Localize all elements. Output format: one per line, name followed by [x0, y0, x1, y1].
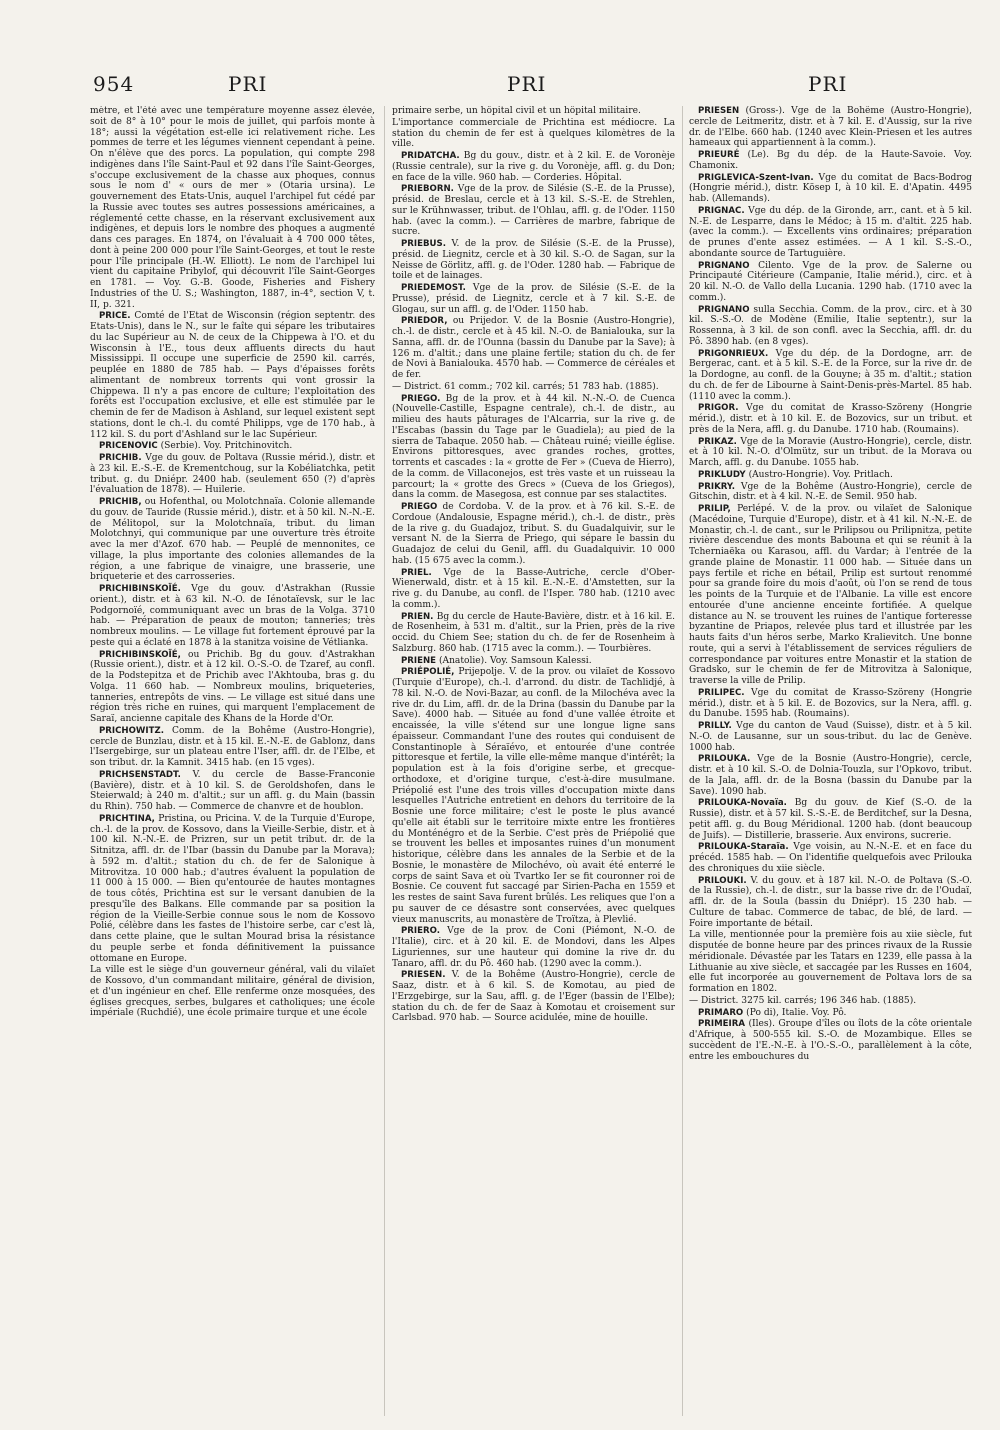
text-column-2: [392, 106, 675, 1418]
dictionary-entry: [392, 970, 675, 1024]
entry-text: (Po di), Italie. Voy. Pô.: [746, 1007, 847, 1018]
dictionary-entry: [689, 403, 972, 435]
dictionary-entry: [689, 996, 972, 1007]
entry-text: Bg du gouv. de Kief (S.-O. de la Russie), distr. et à 57 kil. S.-S.-E. de Berditchef, sur la Desna, petit affl. g. du Boug Méridional. 1200 hab. (dont beaucoup de Juifs). — Distillerie, brasserie. Aux environs, sucrerie.: [689, 798, 972, 841]
running-head-left: PRI: [228, 72, 268, 96]
entry-text: Pristina, ou Pricina. V. de la Turquie d'Europe, ch.-l. de la prov. de Kossovo, dans la Vieille-Serbie, distr. et à 100 kil. N.-N.-E. de Prizren, sur un petit tribut. dr. de la Sitnitza, affl. dr. de l'Ibar (bassin du Danube par la Morava); à 592 m. d'altit.; station du ch. de fer de Salonique à Mitrovitza. 10 000 hab.; d'autres évaluent la population de 11 000 à 15 000. — Bien qu'entourée de hautes montagnes de tous côtés, Prichtina est sur le versant danubien de la presqu'île des Balkans. Elle commande par sa position la région de la Vieille-Serbie connue sous le nom de Kossovo Polié, célèbre dans les fastes de l'histoire serbe, car c'est là, dans cette plaine, que le sultan Mourad brisa la résistance du peuple serbe et fonda définitivement la puissance ottomane en Europe.: [90, 813, 375, 964]
running-head-right: PRI: [808, 72, 848, 96]
entry-text: V. du cercle de Basse-Franconie (Bavière), distr. et à 10 kil. S. de Geroldshofen, dans le Steierwald; à 240 m. d'altit.; sur un affl. g. du Main (bassin du Rhin). 750 hab. — Commerce de chanvre et de houblon.: [90, 769, 375, 812]
entry-headword: PRICHOWITZ.: [99, 725, 164, 736]
dictionary-entry: [689, 688, 972, 720]
dictionary-entry: [90, 311, 375, 440]
entry-headword: PRIEGO: [401, 502, 438, 512]
entry-text: V. de la prov. de Silésie (S.-E. de la Prusse), présid. de Liegnitz, cercle et à 30 kil. S.-O. de Sagan, sur la Neisse de Görlitz, affl. g. de l'Oder. 1280 hab. — Fabrique de toile et de lainages.: [392, 239, 675, 282]
entry-text: La ville est le siège d'un gouverneur général, vali du vilaïet de Kossovo, d'un commandant militaire, général de division, et d'un ingénieur en chef. Elle renferme onze mosquées, des églises grecques, serbes, bulgares et catholiques; une école impériale (Ruchdié), une école primaire turque et une école: [90, 965, 375, 1019]
dictionary-entry: [689, 798, 972, 841]
entry-text: de Cordoba. V. de la prov. et à 76 kil. S.-E. de Cordoue (Andalousie, Espagne mérid.), ch.-l. de distr., près de la rive g. du Guadajoz, tribut. S. du Guadalquivir, sur le versant N. de la Sierra de Priego, qui sépare le bassin du Guadajoz de celui du Genil, affl. du Guadalquivir. 10 000 hab. (15 675 avec la comm.).: [392, 502, 675, 566]
entry-text: (Anatolie). Voy. Samsoun Kalessi.: [438, 655, 592, 666]
entry-text: (Austro-Hongrie). Voy. Pritlach.: [748, 469, 893, 480]
entry-headword: PRILOUKI.: [698, 875, 747, 886]
entry-headword: PRICE.: [99, 311, 131, 322]
entry-headword: PRIEBUS.: [401, 239, 446, 249]
entry-text: Vge de la prov. de Coni (Piémont, N.-O. de l'Italie), circ. et à 20 kil. E. de Mondovi, dans les Alpes Liguriennes, sur une hauteur qui domine la rive dr. du Tanaro, affl. dr. du Pô. 460 hab. (1290 avec la comm.).: [392, 926, 675, 969]
column-divider: [384, 106, 385, 1416]
entry-headword: PRIDATCHA.: [401, 151, 460, 161]
entry-text: V. du gouv. et à 187 kil. N.-O. de Poltava (S.-O. de la Russie), ch.-l. de distr., sur la basse rive dr. de l'Oudaï, affl. dr. de la Soula (bassin du Dniépr). 15 230 hab. — Culture de tabac. Commerce de tabac, de blé, de lard. — Foire importante de bétail.: [689, 875, 972, 929]
dictionary-entry: [689, 261, 972, 304]
entry-headword: PRILIP,: [698, 504, 731, 514]
dictionary-entry: [90, 584, 375, 649]
entry-text: Vge de la prov. de Silésie (S.-E. de la Prusse), présid. de Breslau, cercle et à 13 kil. S.-S.-E. de Strehlen, sur le Krühnwasser, tribut. de l'Ohlau, affl. g. de l'Oder. 1150 hab. (avec la comm.). — Carrières de marbre, fabrique de sucre.: [392, 184, 675, 238]
entry-text: Vge du canton de Vaud (Suisse), distr. et à 5 kil. N.-O. de Lausanne, sur un sous-tribut. du lac de Genève. 1000 hab.: [689, 721, 972, 753]
entry-text: Vge de la prov. de Silésie (S.-E. de la Prusse), présid. de Liegnitz, cercle et à 7 kil. S.-E. de Glogau, sur un affl. g. de l'Oder. 1150 hab.: [392, 283, 675, 315]
entry-text: Cilento. Vge de la prov. de Salerne ou Principauté Citérieure (Campanie, Italie mérid.), circ. et à 20 kil. N.-O. de Vallo della Lucania. 1290 hab. (1710 avec la comm.).: [689, 260, 972, 303]
dictionary-entry: [689, 504, 972, 687]
entry-text: (Le). Bg du dép. de la Haute-Savoie. Voy. Chamonix.: [689, 150, 972, 171]
entry-headword: PRIERO.: [401, 926, 440, 937]
entry-headword: PRIGOR.: [698, 403, 739, 414]
dictionary-entry: [689, 206, 972, 260]
dictionary-entry: [689, 106, 972, 149]
dictionary-entry: [90, 441, 375, 452]
entry-headword: PRIEGO.: [401, 393, 441, 404]
dictionary-entry: [392, 239, 675, 282]
entry-headword: PRICHIB,: [99, 497, 142, 507]
dictionary-entry: [392, 118, 675, 150]
dictionary-entry: [689, 437, 972, 469]
entry-headword: PRICHIBINSKOÏÉ.: [99, 584, 181, 594]
entry-text: Vge du dép. de la Dordogne, arr. de Bergerac, cant. et à 5 kil. S.-E. de la Force, sur la rive dr. de la Dordogne, au confl. de la Gouyne; à 35 m. d'altit.; station du ch. de fer de Libourne à Saint-Denis-près-Martel. 85 hab. (1110 avec la comm.).: [689, 348, 972, 402]
entry-headword: PRIESEN.: [401, 970, 446, 981]
entry-text: (Serbie). Voy. Pritchinovitch.: [160, 441, 293, 452]
dictionary-entry: [392, 926, 675, 969]
dictionary-entry: [392, 667, 675, 925]
entry-text: Perlépé. V. de la prov. ou vilaïet de Salonique (Macédoine, Turquie d'Europe), distr. et à 41 kil. N.-N.-E. de Monastir, ch.-l. de cant., sur le Prilipsou ou Prilipnitza, petite rivière descendue des monts Babouna et qui se réunit à la Tcherniaëka ou Karasou, affl. du Vardar; à l'entrée de la grande plaine de Monastir. 11 000 hab. — Située dans un pays fertile et riche en bétail, Prilip est surtout renommé pour sa grande foire du mois d'août, où l'on se rend de tous les points de la Turquie et de l'Albanie. La ville est encore entourée d'une ancienne enceinte fortifiée. A quelque distance au N. se trouvent les ruines de l'antique forteresse byzantine de Priapos, relevée plus tard et illustrée par les hauts faits d'un héros serbe, Marko Kralievitch. Une bonne route, qui a servi à l'établissement de services réguliers de correspondance par voitures entre Monastir et la station de Gradsko, sur le chemin de fer de Mitrovitza à Salonique, traverse la ville de Prilip.: [689, 504, 972, 686]
entry-text: Vge du dép. de la Gironde, arr., cant. et à 5 kil. N.-E. de Lesparre, dans le Médoc; à 15 m. d'altit. 225 hab. (avec la comm.). — Excellents vins ordinaires; préparation de prunes d'ente assez estimées. — A 1 kil. S.-S.-O., abondante source de Tartuguière.: [689, 205, 972, 259]
dictionary-entry: [392, 283, 675, 315]
dictionary-entry: [689, 876, 972, 930]
entry-headword: PRIMARO: [698, 1007, 744, 1018]
entry-headword: PRIÉPOLIÉ,: [401, 667, 455, 678]
entry-headword: PRIKRY.: [698, 481, 735, 492]
dictionary-entry: [689, 1008, 972, 1019]
entry-text: Bg du gouv., distr. et à 2 kil. E. de Voronèje (Russie centrale), sur la rive g. du Voronèje, affl. g. du Don; en face de la ville. 960 hab. — Corderies. Hôpital.: [392, 151, 675, 183]
entry-headword: PRIGLEVICA-Szent-Ivan.: [698, 172, 814, 183]
dictionary-entry: [689, 150, 972, 172]
entry-headword: PRIESEN: [698, 106, 740, 116]
entry-headword: PRIGNANO: [698, 260, 750, 271]
entry-headword: PRIENE: [401, 655, 437, 666]
entry-text: Comm. de la Bohême (Austro-Hongrie), cercle de Bunzlau, distr. et à 15 kil. E.-N.-E. de Gablonz, dans l'Isergebirge, sur un plateau entre l'Iser, affl. dr. de l'Elbe, et son tribut. dr. la Kamnit. 3415 hab. (en 15 vges).: [90, 725, 375, 768]
dictionary-entry: [689, 842, 972, 874]
entry-text: V. de la Bohême (Austro-Hongrie), cercle de Saaz, distr. et à 6 kil. S. de Komotau, au pied de l'Erzgebirge, sur la Sau, affl. g. de l'Eger (bassin de l'Elbe); station du ch. de fer de Saaz à Komotau et croisement sur Carlsbad. 970 hab. — Source acidulée, mine de houille.: [392, 970, 675, 1024]
dictionary-entry: [392, 151, 675, 183]
entry-headword: PRIGNAC.: [698, 205, 745, 216]
entry-text: Vge du gouv. d'Astrakhan (Russie orient.), distr. et à 63 kil. N.-O. de Iénotaïevsk, sur le lac Podgornoïé, communiquant avec un bras de la Volga. 3710 hab. — Préparation de peaux de mouton; tanneries; très nombreux moulins. — Le village fut fortement éprouvé par la peste qui a éclaté en 1878 à la stanitza voisine de Vétlianka.: [90, 584, 375, 648]
dictionary-entry: [392, 656, 675, 667]
dictionary-entry: [392, 502, 675, 567]
dictionary-entry: [689, 930, 972, 995]
entry-headword: PRIKAZ.: [698, 436, 737, 447]
entry-text: Bg de la prov. et à 44 kil. N.-N.-O. de Cuenca (Nouvelle-Castille, Espagne centrale), ch.-l. de distr., au milieu des hauts pâturages de l'Alcarria, sur la rive g. de l'Escabas (bassin du Tage par le Guadiela); au pied de la sierra de Tabaque. 2050 hab. — Château ruiné; vieille église. Environs pittoresques, avec grandes roches, grottes, torrents et cascades : la « grotte de Fer » (Cueva de Hierro), de la comm. de Villaconejos, est très vaste et un ruisseau la parcourt; la « grotte des Grecs » (Cueva de los Griegos), dans la comm. de Masegosa, est connue par ses stalactites.: [392, 393, 675, 501]
entry-headword: PRILLY.: [698, 721, 732, 731]
dictionary-entry: [689, 349, 972, 403]
dictionary-entry: [392, 316, 675, 381]
dictionary-entry: [392, 382, 675, 393]
dictionary-entry: [90, 106, 375, 310]
entry-headword: PRICHIBINSKOÏÉ,: [99, 649, 181, 660]
entry-text: L'importance commerciale de Prichtina est médiocre. La station du chemin de fer est à quelques kilomètres de la ville.: [392, 117, 675, 150]
entry-text: La ville, mentionnée pour la première fois au xiie siècle, fut disputée de bonne heure par des princes rivaux de la Russie méridionale. Dévastée par les Tatars en 1239, elle passa à la Lithuanie au xive siècle, et saccagée par les Russes en 1604, elle fut incorporée au gouvernement de Poltava lors de sa formation en 1802.: [689, 930, 972, 994]
entry-text: ou Prichib. Bg du gouv. d'Astrakhan (Russie orient.), distr. et à 12 kil. O.-S.-O. de Tzaref, au confl. de la Podstepitza et de Prichib avec l'Akhtouba, bras g. du Volga. 11 660 hab. — Nombreux moulins, briqueteries, tanneries, entrepôts de vins. — Le village est situé dans une région très riche en ruines, qui marquent l'emplacement de Saraï, ancienne capitale des Khans de la Horde d'Or.: [90, 649, 375, 724]
entry-headword: PRICHIB.: [99, 453, 142, 463]
entry-headword: PRIKLUDY: [698, 469, 746, 480]
dictionary-entry: [689, 305, 972, 348]
entry-text: (Iles). Groupe d'îles ou îlots de la côte orientale d'Afrique, à 500-555 kil. S.-O. de Mozambique. Elles se succèdent de l'E.-N.-E. à l'O.-S.-O., parallèlement à la côte, entre les embouchures du: [689, 1019, 972, 1062]
entry-text: primaire serbe, un hôpital civil et un hôpital militaire.: [392, 106, 641, 116]
entry-text: Vge du gouv. de Poltava (Russie mérid.), distr. et à 23 kil. E.-S.-E. de Krementchoug, sur la Kobéliatchka, petit tribut. g. du Dniépr. 2400 hab. (seulement 650 (?) d'après l'évaluation de 1878). — Huilerie.: [90, 453, 375, 496]
entry-text: Vge de la Moravie (Austro-Hongrie), cercle, distr. et à 10 kil. N.-O. d'Olmütz, sur un tribut. de la Morava ou March, affl. g. du Danube. 1055 hab.: [689, 436, 972, 468]
entry-text: Vge du comitat de Bacs-Bodrog (Hongrie mérid.), distr. Kösep I, à 10 kil. E. d'Apatin. 4495 hab. (Allemands).: [689, 172, 972, 204]
entry-headword: PRIGONRIEUX.: [698, 348, 769, 359]
dictionary-entry: [689, 754, 972, 797]
entry-text: Vge de la Basse-Autriche, cercle d'Ober-Wienerwald, distr. et à 15 kil. E.-N.-E. d'Amstetten, sur la rive g. du Danube, au confl. de l'Isper. 780 hab. (1210 avec la comm.).: [392, 567, 675, 610]
dictionary-entry: [689, 173, 972, 205]
dictionary-entry: [392, 612, 675, 655]
entry-text: Vge du comitat de Krasso-Szöreny (Hongrie mérid.), distr. et à 5 kil. E. de Bozovics, sur la Nera, affl. g. du Danube. 1595 hab. (Roumains).: [689, 687, 972, 720]
entry-headword: PRIEN.: [401, 611, 434, 622]
dictionary-entry: [689, 482, 972, 504]
entry-headword: PRILOUKA-Novaïa.: [698, 798, 787, 809]
dictionary-entry: [90, 965, 375, 1019]
dictionary-entry: [90, 770, 375, 813]
entry-headword: PRIEURÉ: [698, 150, 740, 160]
entry-headword: PRILOUKA.: [698, 754, 751, 765]
entry-text: ou Hofenthal, ou Molotchnaïa. Colonie allemande du gouv. de Tauride (Russie mérid.), distr. et à 50 kil. N.-N.-E. de Mélitopol, sur la Molotchnaïa, tribut. du liman Molotchnyi, qui communique par une ouverture très étroite avec la mer d'Azof. 670 hab. — Peuplé de mennonites, ce village, la plus importante des colonies allemandes de la région, a une fabrique de vinaigre, une brasserie, une briqueterie et des carrosseries.: [90, 497, 375, 583]
dictionary-entry: [90, 814, 375, 965]
entry-headword: PRILOUKA-Staraïa.: [698, 842, 789, 853]
dictionary-entry: [689, 1019, 972, 1062]
entry-headword: PRIGNANO: [698, 304, 750, 315]
entry-text: Bg du cercle de Haute-Bavière, distr. et à 16 kil. E. de Rosenheim, à 531 m. d'altit., sur la Prien, près de la rive occid. du Chiem See; station du ch. de fer de Rosenheim à Salzburg. 860 hab. (1715 avec la comm.). — Tourbières.: [392, 611, 675, 654]
text-column-1: [90, 106, 375, 1418]
entry-headword: PRIMEIRA: [698, 1019, 746, 1030]
dictionary-entry: [90, 650, 375, 725]
entry-text: Comté de l'Etat de Wisconsin (région septentr. des Etats-Unis), dans le N., sur le faîte qui sépare les tributaires du lac Supérieur au N. de ceux de la Chippewa à l'O. et du Wisconsin à l'E., tous deux affluents directs du haut Mississippi. Il occupe une superficie de 2590 kil. carrés, peuplée en 1880 de 785 hab. — Pays d'épaisses forêts alimentant de nombreux torrents qui vont grossir la Chippewa. Il n'y a pas encore de culture; l'exploitation des forêts est l'occupation exclusive, et elle est stimulée par le chemin de fer de Madison à Ashland, sur lequel existent sept stations, dont le ch.-l. du comté Philipps, vge de 170 hab., à 112 kil. S. du port d'Ashland sur le lac Supérieur.: [90, 311, 375, 440]
entry-headword: PRIEL.: [401, 567, 432, 578]
dictionary-entry: [392, 184, 675, 238]
dictionary-entry: [90, 497, 375, 583]
entry-headword: PRIEDEMOST.: [401, 283, 466, 293]
dictionary-entry: [392, 106, 675, 117]
entry-text: Vge voisin, au N.-N.-E. et en face du précéd. 1585 hab. — On l'identifie quelquefois avec Prilouka des chroniques du xiie siècle.: [689, 842, 972, 874]
dictionary-entry: [392, 394, 675, 502]
entry-text: Vge de la Bosnie (Austro-Hongrie), cercle, distr. et à 10 kil. S.-O. de Dolnia-Touzla, sur l'Opkovo, tribut. de la Jala, affl. dr. de la Bosna (bassin du Danube par la Save). 1090 hab.: [689, 754, 972, 797]
entry-text: — District. 61 comm.; 702 kil. carrés; 51 783 hab. (1885).: [392, 381, 659, 392]
entry-text: mètre, et l'été avec une température moyenne assez élevée, soit de 8° à 10° pour le mois de juillet, qui parfois monte à 18°; aussi la végétation est-elle ici relativement riche. Les pommes de terre et les légumes viennent cependant à peine. On n'élève que des porcs. La population, qui compte 298 indigènes dans l'île Saint-Paul et 92 dans l'île Saint-Georges, s'occupe exclusivement de la chasse aux phoques, connus sous le nom d' « ours de mer » (Otaria ursina). Le gouvernement des Etats-Unis, auquel l'archipel fut cédé par la Russie avec toutes ses autres possessions américaines, a réglementé cette chasse, en la réservant exclusivement aux indigènes, et depuis lors le nombre des phoques a augmenté dans ces parages. En 1874, on l'évaluait à 4 700 000 têtes, dont à peine 200 000 pour l'île Saint-Georges, et tout le reste pour l'île principale (H.-W. Elliott). Le nom de l'archipel lui vient du capitaine Pribylof, qui découvrit l'île Saint-Georges en 1781. — Voy. G.-B. Goode, Fisheries and Fishery Industries of the U. S.; Washington, 1887, in-4°, section V, t. II, p. 321.: [90, 106, 375, 310]
text-column-3: [689, 106, 972, 1418]
entry-headword: PRIEDOR,: [401, 316, 448, 327]
entry-text: — District. 3275 kil. carrés; 196 346 hab. (1885).: [689, 995, 917, 1006]
dictionary-entry: [90, 726, 375, 769]
entry-headword: PRICENOVIC: [99, 441, 158, 452]
entry-text: (Gross-). Vge de la Bohême (Austro-Hongrie), cercle de Leitmeritz, distr. et à 7 kil. E. d'Aussig, sur la rive dr. de l'Elbe. 660 hab. (1240 avec Klein-Priesen et les autres hameaux qui appartiennent à la comm.).: [689, 106, 972, 149]
entry-headword: PRIEBORN.: [401, 184, 454, 195]
entry-headword: PRILIPEC.: [698, 687, 745, 698]
entry-text: Vge de la Bohême (Austro-Hongrie), cercle de Gitschin, distr. et à 4 kil. N.-E. de Semil. 950 hab.: [689, 481, 972, 503]
entry-text: Prijepolje. V. de la prov. ou vilaïet de Kossovo (Turquie d'Europe), ch.-l. d'arrond. du distr. de Tachlidjé, à 78 kil. N.-O. de Novi-Bazar, au confl. de la Milochéva avec la rive dr. du Lim, affl. dr. de la Drina (bassin du Danube par la Save). 4000 hab. — Située au fond d'une vallée étroite et encaissée, la ville s'étend sur une longue ligne sans épaisseur. Commandant l'une des routes qui conduisent de Constantinople à Séraïévo, et entourée d'une contrée pittoresque et fertile, la ville elle-même manque d'intérêt; la population est à la fois d'origine serbe, et grecque-orthodoxe, et d'origine turque, c'est-à-dire musulmane. Priépolié est l'une des trois villes d'occupation mixte dans lesquelles l'Autriche entretient en dehors du territoire de la Bosnie une force militaire; c'est le poste le plus avancé qu'elle ait établi sur le territoire mixte entre les frontières du Monténégro et de la Serbie. C'est près de Priépolié que se trouvent les belles et imposantes ruines d'un monument historique, célèbre dans les annales de la Serbie et de la Bosnie, le monastère de Milochévo, où avait été enterré le corps de saint Sava et où Tvartko Ier se fit couronner roi de Bosnie. Ce couvent fut saccagé par Sirien-Pacha en 1559 et les restes de saint Sava furent brûlés. Les reliques que l'on a pu sauver de ce désastre sont conservées, avec quelques vieux manuscrits, au monastère de Troïtza, à Plevlié.: [392, 667, 675, 925]
column-divider: [682, 106, 683, 1416]
dictionary-entry: [689, 470, 972, 481]
entry-headword: PRICHSENSTADT.: [99, 769, 181, 780]
dictionary-entry: [689, 721, 972, 753]
page-number: 954: [93, 72, 135, 96]
entry-text: sulla Secchia. Comm. de la prov., circ. et à 30 kil. S.-S.-O. de Modène (Emilie, Italie septentr.), sur la Rossenna, à 3 kil. de son confl. avec la Secchia, affl. dr. du Pô. 3890 hab. (en 8 vges).: [689, 304, 972, 347]
entry-headword: PRICHTINA,: [99, 813, 155, 824]
running-head-center: PRI: [507, 72, 547, 96]
entry-text: ou Prijedor. V. de la Bosnie (Austro-Hongrie), ch.-l. de distr., cercle et à 45 kil. N.-O. de Banialouka, sur la Sanna, affl. dr. de l'Ounna (bassin du Danube par la Save); à 126 m. d'altit.; dans une plaine fertile; station du ch. de fer de Novi à Banialouka. 4570 hab. — Commerce de céréales et de fer.: [392, 316, 675, 380]
dictionary-entry: [90, 453, 375, 496]
dictionary-entry: [392, 568, 675, 611]
entry-text: Vge du comitat de Krasso-Szöreny (Hongrie mérid.), distr. et à 10 kil. E. de Bozovics, sur un tribut. et près de la Nera, affl. g. du Danube. 1710 hab. (Roumains).: [689, 403, 972, 435]
